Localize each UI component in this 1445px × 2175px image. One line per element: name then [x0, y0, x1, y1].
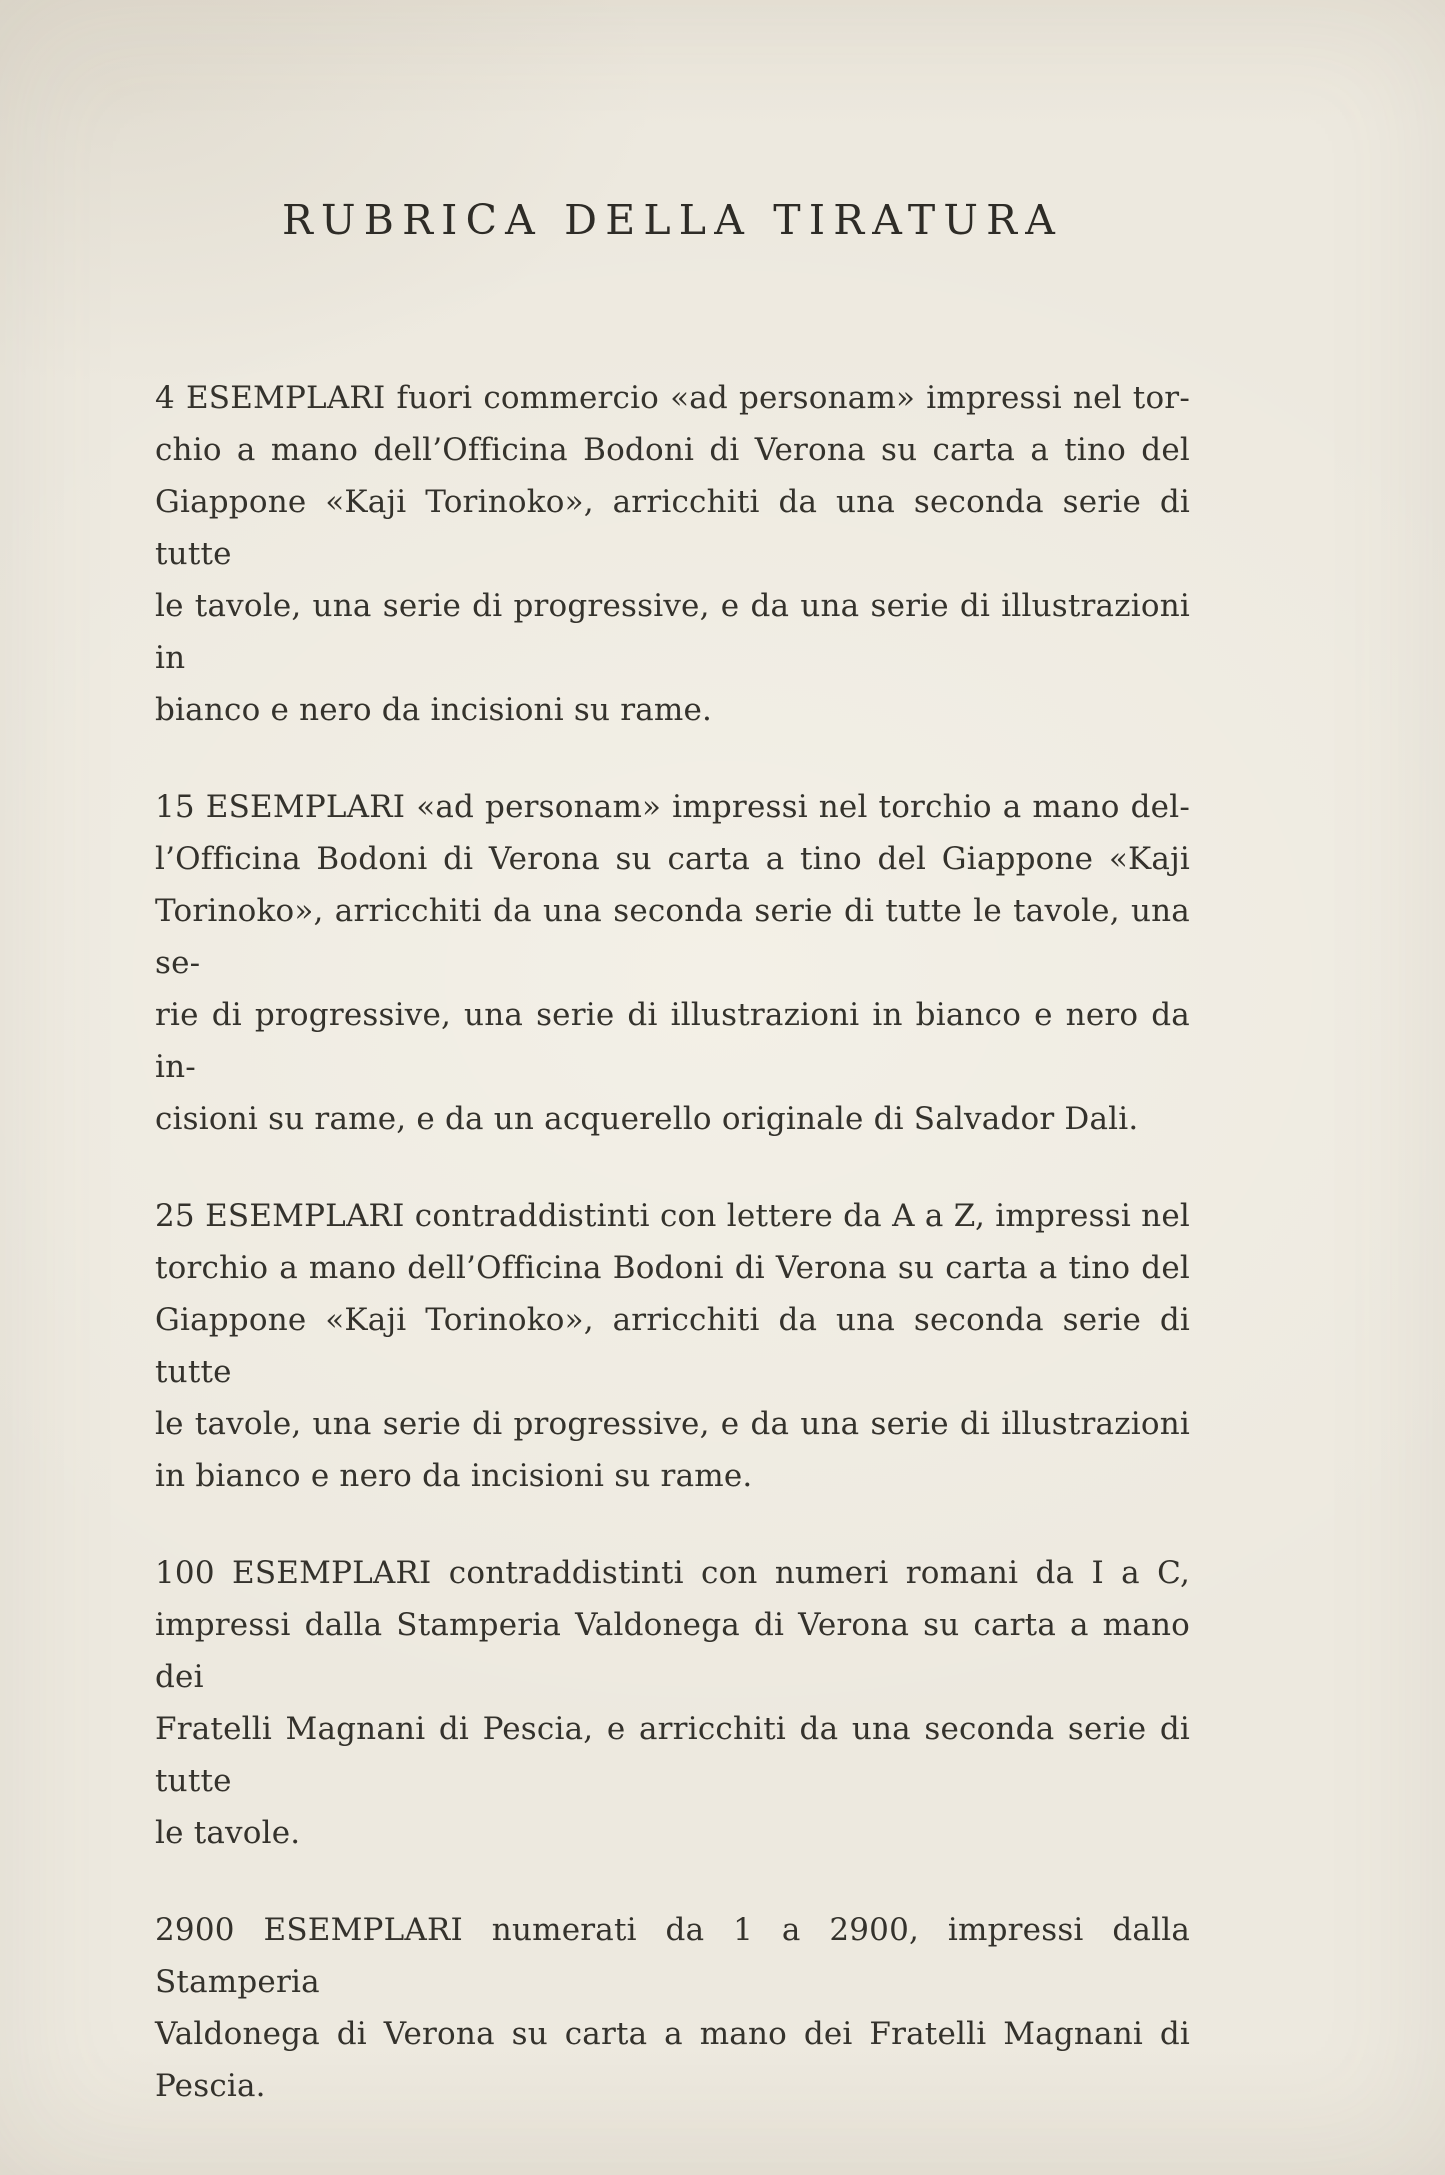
text-line: 15 ESEMPLARI «ad personam» impressi nel torchio a mano del-	[155, 789, 1190, 825]
text-line: l’Officina Bodoni di Verona su carta a tino del Giappone «Kaji	[155, 841, 1190, 877]
text-line: torchio a mano dell’Officina Bodoni di Verona su carta a tino del	[155, 1250, 1190, 1286]
text-line: 4 ESEMPLARI fuori commercio «ad personam» impressi nel tor-	[155, 380, 1190, 416]
text-line: Torinoko», arricchiti da una seconda serie di tutte le tavole, una se-	[155, 893, 1190, 981]
text-line: in bianco e nero da incisioni su rame.	[155, 1458, 753, 1494]
edition-paragraph-25-esemplari	[155, 1190, 1190, 1502]
text-line: le tavole, una serie di progressive, e da una serie di illustrazioni in	[155, 588, 1190, 676]
edition-paragraph-15-esemplari	[155, 781, 1190, 1145]
edition-paragraph-2900-esemplari	[155, 1904, 1190, 2112]
text-line: Pescia.	[155, 2068, 266, 2104]
text-line: bianco e nero da incisioni su rame.	[155, 692, 713, 728]
text-line: impressi dalla Stamperia Valdonega di Verona su carta a mano dei	[155, 1607, 1190, 1695]
text-line: 100 ESEMPLARI contraddistinti con numeri romani da I a C,	[155, 1555, 1190, 1591]
text-line: le tavole.	[155, 1815, 301, 1851]
text-line: chio a mano dell’Officina Bodoni di Verona su carta a tino del	[155, 432, 1190, 468]
text-line: rie di progressive, una serie di illustrazioni in bianco e nero da in-	[155, 997, 1190, 1085]
text-line: Giappone «Kaji Torinoko», arricchiti da una seconda serie di tutte	[155, 1302, 1190, 1390]
colophon-text-block	[155, 372, 1190, 2157]
text-line: le tavole, una serie di progressive, e da una serie di illustrazioni	[155, 1406, 1190, 1442]
text-line: cisioni su rame, e da un acquerello originale di Salvador Dali.	[155, 1101, 1139, 1137]
text-line: Giappone «Kaji Torinoko», arricchiti da una seconda serie di tutte	[155, 484, 1190, 572]
edition-paragraph-100-esemplari	[155, 1547, 1190, 1859]
text-line: Valdonega di Verona su carta a mano dei Fratelli Magnani di	[155, 2016, 1190, 2052]
text-line: 25 ESEMPLARI contraddistinti con lettere da A a Z, impressi nel	[155, 1198, 1190, 1234]
text-line: 2900 ESEMPLARI numerati da 1 a 2900, impressi dalla Stamperia	[155, 1912, 1190, 2000]
edition-paragraph-4-esemplari	[155, 372, 1190, 736]
text-line: Fratelli Magnani di Pescia, e arricchiti da una seconda serie di tutte	[155, 1711, 1190, 1799]
page-title: RUBRICA DELLA TIRATURA	[281, 196, 1064, 244]
